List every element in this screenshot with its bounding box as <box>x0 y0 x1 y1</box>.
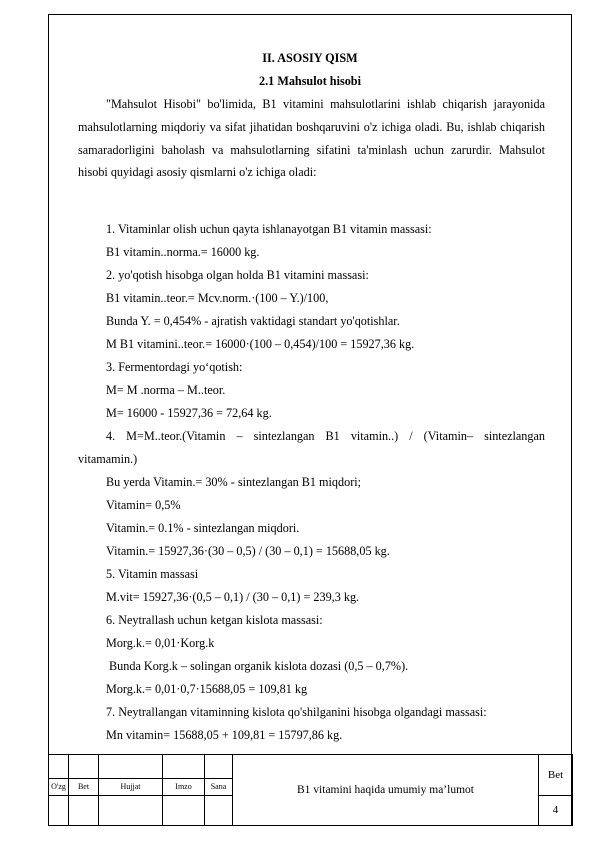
title-block-cell <box>69 755 99 779</box>
body-line: 3. Fermentordagi yo‘qotish: <box>106 360 243 374</box>
body-line: 7. Neytrallangan vitaminning kislota qo'shilganini hisobga olgandagi massasi: <box>106 705 487 719</box>
title-block-cell <box>205 795 233 825</box>
body-line: Mn vitamin= 15688,05 + 109,81 = 15797,86 kg. <box>106 728 343 742</box>
body-line: M B1 vitamini..teor.= 16000·(100 – 0,454)/100 = 15927,36 kg. <box>106 337 415 351</box>
body-line: Bunda Korg.k – solingan organik kislota dozasi (0,5 – 0,7%). <box>106 659 409 673</box>
subsection-title: 2.1 Mahsulot hisobi <box>259 74 361 88</box>
title-block-cell <box>163 795 205 825</box>
body-line: 4. M=M..teor.(Vitamin – sintezlangan B1 vitamin..) / (Vitamin– sintezlangan <box>106 429 545 443</box>
title-block-cell <box>163 755 205 779</box>
title-block-cell <box>99 795 163 825</box>
title-block-cell <box>99 755 163 779</box>
col-doc-label: Hujjat <box>99 779 163 795</box>
col-change-label: O'zg <box>49 779 69 795</box>
title-block-cell <box>49 755 69 779</box>
col-sheet-label: Bet <box>69 779 99 795</box>
document-title: B1 vitamini haqida umumiy ma’lumot <box>233 755 539 826</box>
col-date-label: Sana <box>205 779 233 795</box>
sheet-number: 4 <box>539 795 573 825</box>
body-line: vitamamin.) <box>78 452 138 466</box>
title-block-cell <box>49 795 69 825</box>
title-block <box>48 754 572 826</box>
body-line: 5. Vitamin massasi <box>106 567 199 581</box>
body-line: M.vit= 15927,36·(0,5 – 0,1) / (30 – 0,1) = 239,3 kg. <box>106 590 360 604</box>
body-line: Morg.k.= 0,01·Korg.k <box>106 636 215 650</box>
body-line: Vitamin.= 15927,36·(30 – 0,5) / (30 – 0,1) = 15688,05 kg. <box>106 544 390 558</box>
body-line: B1 vitamin..teor.= Mcv.norm.·(100 – Y.)/100, <box>106 291 329 305</box>
intro-paragraph: "Mahsulot Hisobi" bo'limida, B1 vitamini mahsulotlarini ishlab chiqarish jarayonida mahsulotlarning miqdoriy va sifat jihatidan boshqaruvini o'z ichiga oladi. Bu, ishlab chiqarish samaradorligini baholash va mahsulotlarning sifatini ta'minlash uchun zarurdir. Mahsulot hisobi quyidagi asosiy qismlarni o'z ichiga oladi: <box>78 97 545 180</box>
col-sign-label: Imzo <box>163 779 205 795</box>
body-line: M= M .norma – M..teor. <box>106 383 226 397</box>
body-line: Morg.k.= 0,01·0,7·15688,05 = 109,81 kg <box>106 682 308 696</box>
body-line: Vitamin.= 0.1% - sintezlangan miqdori. <box>106 521 300 535</box>
body-line: M= 16000 - 15927,36 = 72,64 kg. <box>106 406 272 420</box>
title-block-cell <box>205 755 233 779</box>
body-line: 2. yo'qotish hisobga olgan holda B1 vitamini massasi: <box>106 268 369 282</box>
title-block-cell <box>69 795 99 825</box>
body-line: Vitamin= 0,5% <box>106 498 181 512</box>
body-line: Bu yerda Vitamin.= 30% - sintezlangan B1 miqdori; <box>106 475 362 489</box>
section-title: II. ASOSIY QISM <box>262 51 358 65</box>
body-line: 6. Neytrallash uchun ketgan kislota massasi: <box>106 613 323 627</box>
body-line: Bunda Y. = 0,454% - ajratish vaktidagi standart yo'qotishlar. <box>106 314 400 328</box>
body-line: 1. Vitaminlar olish uchun qayta ishlanayotgan B1 vitamin massasi: <box>106 222 432 236</box>
body-line: B1 vitamin..norma.= 16000 kg. <box>106 245 260 259</box>
sheet-label: Bet <box>539 755 573 796</box>
